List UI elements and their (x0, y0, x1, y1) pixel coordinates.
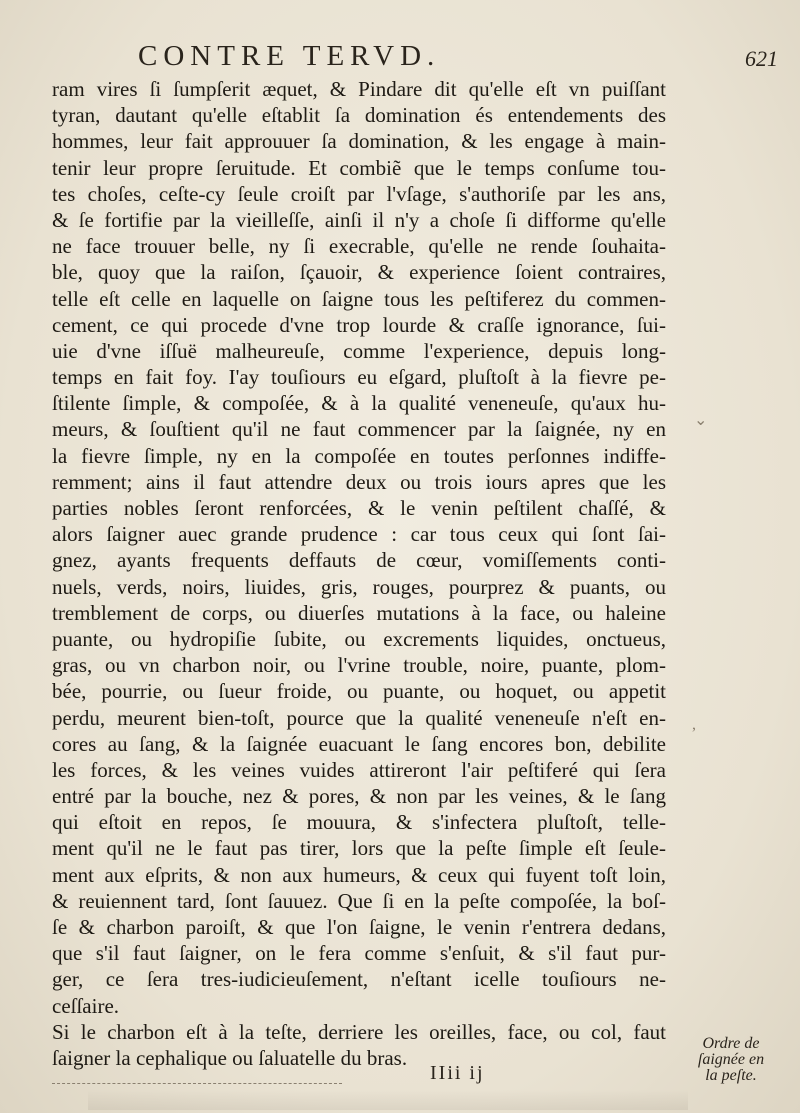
text-line: tyran, dautant qu'elle eſtablit ſa domination és entendements des (52, 103, 666, 128)
margin-note (676, 1036, 786, 1084)
signature-mark: IIii ij (430, 1062, 485, 1084)
page-edge-shadow (88, 1090, 688, 1110)
text-line: ceſſaire. (52, 993, 120, 1018)
running-head: CONTRE TERVD. (138, 40, 441, 72)
text-line: cores au ſang, & la ſaignée euacuant le ſang encores bon, debilite (52, 731, 666, 756)
faint-rule (52, 1083, 342, 1084)
text-line: entré par la bouche, nez & pores, & non par les veines, & le ſang (52, 784, 666, 809)
text-line: la fievre ſimple, ny en la compoſée en toutes perſonnes indiffe- (52, 443, 666, 468)
text-line: qui eſtoit en repos, ſe mouura, & s'infectera pluſtoſt, telle- (52, 810, 666, 835)
text-line: ſaigner la cephalique ou ſaluatelle du bras. (52, 1045, 408, 1070)
text-line: telle eſt celle en laquelle on ſaigne tous les peſtiferez du commen- (52, 286, 666, 311)
text-line: uie d'vne iſſuë malheureuſe, comme l'experience, depuis long- (52, 338, 666, 363)
text-line: ment qu'il ne le faut pas tirer, lors que la peſte ſimple eſt ſeule- (52, 836, 666, 861)
text-line: gnez, ayants frequents deffauts de cœur, vomiſſements conti- (52, 548, 666, 573)
text-line: tes choſes, ceſte-cy ſeule croiſt par l'vſage, s'authoriſe par les ans, (52, 181, 666, 206)
margin-tick-mark: ⌄ (694, 412, 708, 429)
text-line: puante, ou hydropiſie ſubite, ou excrements liquides, onctueus, (52, 626, 666, 651)
text-line: hommes, leur fait approuuer ſa domination, & les engage à main- (52, 129, 666, 154)
text-line: tenir leur propre ſeruitude. Et combiẽ que le temps conſume tou- (52, 155, 666, 180)
page-number: 621 (745, 46, 778, 71)
text-line: remment; ains il faut attendre deux ou trois iours apres que les (52, 469, 666, 494)
text-line: ram vires ſi ſumpſerit æquet, & Pindare dit qu'elle eſt vn puiſſant (52, 77, 666, 101)
text-line: temps en fait foy. I'ay touſiours eu eſgard, pluſtoſt à la fievre pe- (52, 365, 666, 390)
text-line: ble, quoy que la raiſon, ſçauoir, & experience ſoient contraires, (52, 260, 666, 285)
text-line: & ſe fortifie par la vieilleſſe, ainſi il n'y a choſe ſi difforme qu'elle (52, 207, 666, 232)
margin-note-line: ſaignée en (697, 1051, 765, 1068)
text-line: parties nobles ſeront renforcées, & le venin peſtilent chaſſé, & (52, 496, 666, 520)
margin-note-line: la peſte. (705, 1067, 757, 1084)
body-text (52, 76, 666, 1071)
text-line: ne face trouuer belle, ny ſi execrable, qu'elle ne rende ſouhaita- (52, 234, 666, 259)
text-line: ſe & charbon paroiſt, & que l'on ſaigne, le venin r'entrera dedans, (52, 915, 666, 939)
text-line: ger, ce ſera tres-iudicieuſement, n'eſtant icelle touſiours ne- (52, 967, 666, 992)
text-line: bée, pourrie, ou ſueur froide, ou puante, ou hoquet, ou appetit (52, 679, 666, 704)
page-header (138, 40, 778, 80)
text-line: que s'il faut ſaigner, on le fera comme s'enſuit, & s'il faut pur- (52, 941, 666, 966)
text-line: les forces, & les veines vuides attireront l'air peſtiferé qui ſera (52, 757, 666, 782)
text-line: nuels, verds, noirs, liuides, gris, rouges, pourprez & puants, ou (52, 574, 666, 599)
text-line: ſtilente ſimple, & compoſée, & à la qualité veneneuſe, qu'aux hu- (52, 391, 666, 416)
margin-note-line: Ordre de (702, 1035, 760, 1052)
text-line: perdu, meurent bien-toſt, pource que la qualité veneneuſe n'eſt en- (52, 705, 666, 730)
text-line: Si le charbon eſt à la teſte, derriere les oreilles, face, ou col, faut (52, 1019, 666, 1044)
text-line: tremblement de corps, ou diuerſes mutations à la face, ou haleine (52, 600, 666, 625)
text-line: cement, ce qui procede d'vne trop lourde & craſſe ignorance, ſui- (52, 312, 666, 337)
text-line: ment aux eſprits, & non aux humeurs, & ceux qui fuyent toſt loin, (52, 862, 666, 887)
text-line: meurs, & ſouſtient qu'il ne faut commencer par la ſaignée, ny en (52, 417, 666, 442)
text-line: & reuiennent tard, ſont ſauuez. Que ſi en la peſte compoſée, la boſ- (52, 888, 666, 913)
margin-tick-mark: , (692, 716, 696, 733)
text-line: alors ſaigner auec grande prudence : car tous ceux qui ſont ſai- (52, 522, 666, 547)
text-line: gras, ou vn charbon noir, ou l'vrine trouble, noire, puante, plom- (52, 653, 666, 678)
